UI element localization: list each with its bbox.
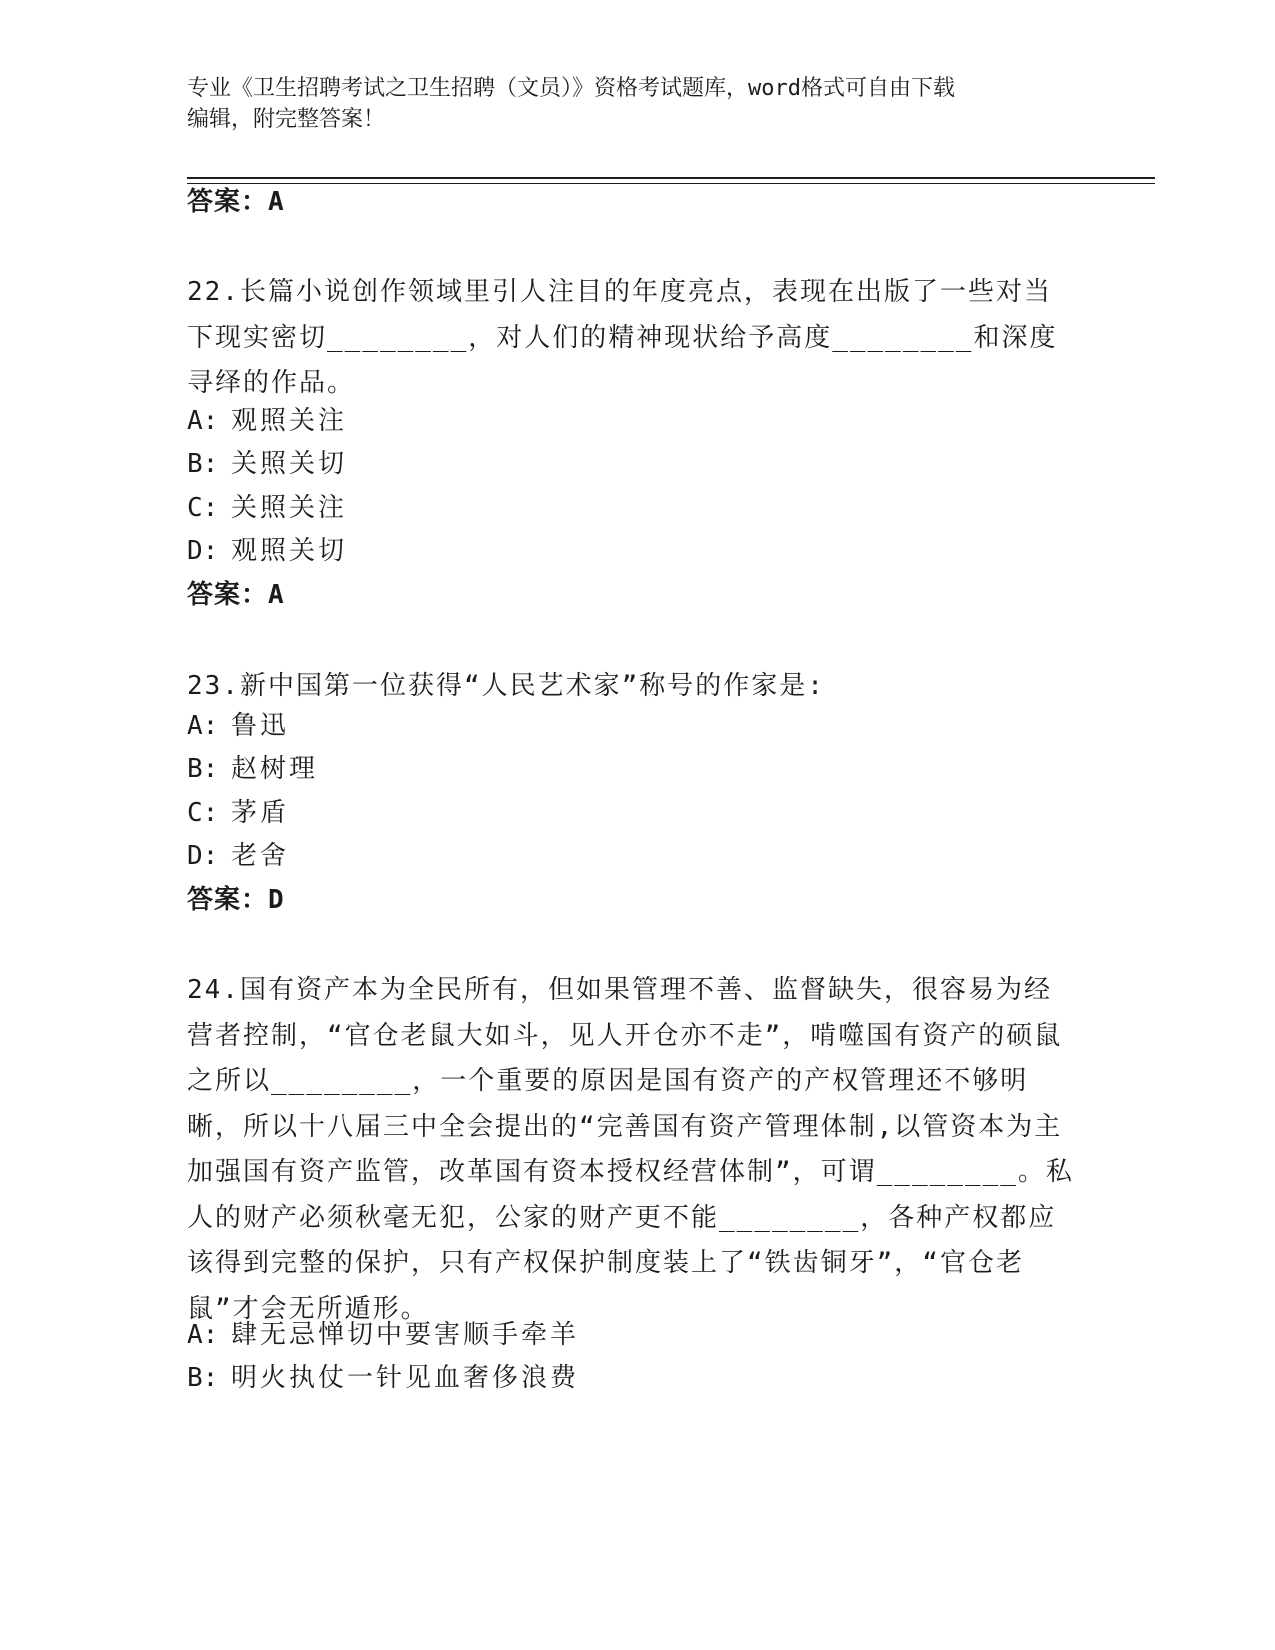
document-header	[187, 73, 1087, 135]
option-22-b: B: 关照关切	[187, 449, 348, 479]
option-22-d: D: 观照关切	[187, 536, 348, 566]
header-rule-thin	[187, 183, 1155, 184]
answer-22: 答案：A	[187, 580, 285, 610]
answer-value: A	[268, 580, 285, 610]
option-24-a: A: 肆无忌惮切中要害顺手牵羊	[187, 1320, 580, 1350]
answer-value: A	[268, 187, 285, 217]
header-line-2: 编辑，附完整答案！	[187, 107, 386, 132]
question-23-stem: 23.新中国第一位获得“人民艺术家”称号的作家是:	[187, 671, 825, 701]
option-23-d: D: 老舍	[187, 841, 290, 871]
option-24-b: B: 明火执仗一针见血奢侈浪费	[187, 1363, 580, 1393]
question-22-stem: 22.长篇小说创作领域里引人注目的年度亮点，表现在出版了一些对当下现实密切________，对人们的精神现状给予高度________和深度寻绎的作品。	[187, 277, 1058, 398]
option-23-c: C: 茅盾	[187, 798, 290, 828]
option-22-c: C: 关照关注	[187, 493, 348, 523]
option-23-b: B: 赵树理	[187, 754, 319, 784]
answer-23: 答案：D	[187, 885, 285, 915]
answer-line: 答案：A	[187, 187, 285, 217]
option-23-a: A: 鲁迅	[187, 711, 290, 741]
header-rule-thick	[187, 177, 1155, 179]
question-24-stem: 24.国有资产本为全民所有，但如果管理不善、监督缺失，很容易为经营者控制，“官仓老鼠大如斗，见人开仓亦不走”，啃噬国有资产的硕鼠之所以________，一个重要的原因是国有资产的产权管理还不够明晰，所以十八届三中全会提出的“完善国有资产管理体制,以管资本为主加强国有资产监管，改革国有资本授权经营体制”，可谓________。私人的财产必须秋毫无犯，公家的财产更不能________，各种产权都应该得到完整的保护，只有产权保护制度装上了“铁齿铜牙”，“官仓老鼠”才会无所遁形。	[187, 975, 1074, 1324]
option-22-a: A: 观照关注	[187, 406, 348, 436]
header-line-1: 专业《卫生招聘考试之卫生招聘（文员）》资格考试题库，word格式可自由下载	[187, 76, 955, 101]
answer-value: D	[268, 885, 285, 915]
